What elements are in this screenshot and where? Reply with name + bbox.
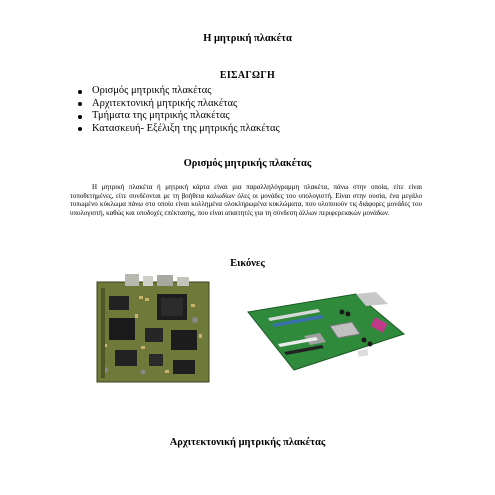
toc-item: Κατασκευή- Εξέλιξη της μητρικής πλακέτας bbox=[74, 123, 280, 136]
section-heading-definition: Ορισμός μητρικής πλακέτας bbox=[183, 158, 312, 169]
document-title: Η μητρική πλακέτα bbox=[203, 33, 292, 44]
toc-list bbox=[74, 85, 280, 135]
toc-item: Τμήματα της μητρικής πλακέτας bbox=[74, 110, 280, 123]
motherboard-image-old bbox=[95, 274, 211, 384]
motherboard-image-modern bbox=[238, 290, 408, 372]
images-heading: Εικόνες bbox=[230, 258, 265, 269]
definition-paragraph: Η μητρική πλακέτα ή μητρική κάρτα είναι μια παραλληλόγραμμη πλακέτα, πάνω στην οποία, είτε είναι τοποθετημένες, είτε συνδέονται με τη βοήθεια καλωδίων όλες οι μονάδες του υπολογιστή. Είναι στην ουσία, ένα μεγάλο τυπωμένο κύκλωμα πάνω στο οποίο είναι κολλημένα ολοκληρωμένα κυκλώματα, που υλοποιούν τις διάφορες μονάδες του υπολογιστή, καθώς και υποδοχές επέκτασης, που είναι απαιτητές για τη σύνδεση άλλων περιφερειακών μονάδων. bbox=[70, 183, 422, 217]
intro-heading: ΕΙΣΑΓΩΓΗ bbox=[219, 70, 276, 81]
toc-item: Αρχιτεκτονική μητρικής πλακέτας bbox=[74, 98, 280, 111]
toc-item: Ορισμός μητρικής πλακέτας bbox=[74, 85, 280, 98]
section-heading-architecture: Αρχιτεκτονική μητρικής πλακέτας bbox=[169, 437, 326, 448]
